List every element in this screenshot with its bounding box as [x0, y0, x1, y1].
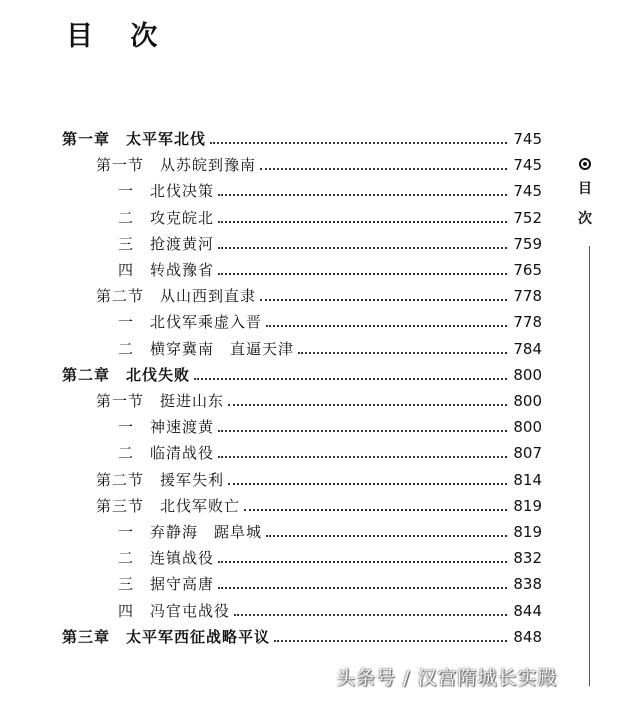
toc-leader [218, 587, 507, 589]
toc-leader [228, 404, 507, 406]
toc-entry-label: 二 临清战役 [118, 444, 215, 463]
toc-entry-label: 第二节 援军失利 [96, 470, 225, 489]
toc-entry-page: 819 [513, 496, 542, 515]
toc-entry[interactable] [96, 283, 542, 309]
toc-entry[interactable] [62, 362, 542, 388]
toc-entry[interactable] [118, 519, 542, 545]
toc-leader [210, 142, 507, 144]
watermark: 头条号 / 汉宫隋城长实殿 [336, 667, 558, 689]
toc-leader [266, 325, 507, 327]
toc-leader [228, 483, 507, 485]
side-tab-char-2: 次 [578, 211, 592, 227]
toc-entry-page: 800 [513, 418, 542, 437]
toc-entry[interactable] [62, 624, 542, 650]
toc-entry[interactable] [118, 336, 542, 362]
toc-entry[interactable] [96, 467, 542, 493]
toc-entry-page: 759 [513, 234, 542, 253]
toc-entry-page: 844 [513, 601, 542, 620]
toc-leader [298, 352, 507, 354]
toc-entry-page: 800 [513, 365, 542, 384]
toc-leader [218, 221, 507, 223]
toc-entry-page: 745 [513, 182, 542, 201]
toc-leader [260, 299, 507, 301]
toc-entry-page: 814 [513, 470, 542, 489]
toc-entry[interactable] [118, 205, 542, 231]
toc-entry-page: 819 [513, 523, 542, 541]
side-tab [574, 158, 596, 234]
toc-entry-label: 第一节 挺进山东 [96, 392, 225, 410]
toc-entry-page: 800 [513, 392, 542, 410]
toc-leader [244, 509, 507, 511]
toc-entry-label: 第一章 太平军北伐 [62, 130, 207, 148]
toc-leader [260, 168, 507, 170]
toc-entry-label: 一 神速渡黄 [118, 418, 215, 437]
bullet-icon [579, 158, 591, 170]
toc-entry-label: 二 连镇战役 [118, 549, 215, 568]
toc-entry-label: 四 冯官屯战役 [118, 601, 231, 620]
toc-entry-page: 848 [513, 627, 542, 646]
toc-entry-label: 一 北伐决策 [118, 182, 215, 201]
toc-entry-label: 二 攻克皖北 [118, 208, 215, 227]
toc-entry-label: 一 弃静海 踞阜城 [118, 523, 263, 541]
toc-leader [218, 456, 507, 458]
toc-entry[interactable] [118, 178, 542, 204]
toc-entry-page: 778 [513, 287, 542, 306]
toc-entry-label: 第二节 从山西到直隶 [96, 287, 257, 306]
toc-leader [234, 614, 507, 616]
toc-leader [274, 640, 507, 642]
toc-entry-label: 第三章 太平军西征战略平议 [62, 627, 271, 646]
toc-entry[interactable] [118, 571, 542, 597]
toc-entry[interactable] [118, 257, 542, 283]
toc-entry-page: 807 [513, 444, 542, 463]
toc-leader [266, 535, 507, 537]
page-title: 目 次 [66, 21, 172, 52]
toc-entry[interactable] [118, 545, 542, 571]
toc-entry-label: 一 北伐军乘虚入晋 [118, 313, 263, 332]
toc-entry-page: 832 [513, 549, 542, 568]
toc-leader [218, 247, 507, 249]
toc-entry[interactable] [96, 493, 542, 519]
toc-entry-label: 第一节 从苏皖到豫南 [96, 156, 257, 175]
toc-entry[interactable] [118, 231, 542, 257]
toc-entry[interactable] [118, 414, 542, 440]
side-rule [589, 246, 590, 686]
toc-entry-page: 778 [513, 313, 542, 332]
toc-leader [218, 430, 507, 432]
toc-entry-label: 第二章 北伐失败 [62, 365, 191, 384]
toc-entry[interactable] [118, 440, 542, 466]
toc-entry-page: 838 [513, 575, 542, 594]
toc-entry-page: 784 [513, 339, 542, 358]
toc-entry[interactable] [118, 309, 542, 335]
toc-entry-label: 二 横穿冀南 直逼天津 [118, 339, 295, 358]
toc-entry[interactable] [96, 388, 542, 414]
toc-entry-label: 三 抢渡黄河 [118, 234, 215, 253]
side-tab-char-1: 目 [578, 181, 592, 197]
toc-entry-label: 第三节 北伐军败亡 [96, 496, 241, 515]
toc-entry-page: 765 [513, 261, 542, 279]
toc-leader [194, 378, 507, 380]
toc-leader [218, 561, 507, 563]
toc-entry-label: 三 据守高唐 [118, 575, 215, 594]
toc-entry-label: 四 转战豫省 [118, 261, 215, 279]
toc-entry[interactable] [118, 598, 542, 624]
toc-leader [218, 194, 507, 196]
toc-entry-page: 745 [513, 130, 542, 148]
toc-entry-page: 745 [513, 156, 542, 175]
toc-entry-page: 752 [513, 208, 542, 227]
toc-leader [218, 273, 507, 275]
toc-entry[interactable] [62, 126, 542, 152]
toc-entry[interactable] [96, 152, 542, 178]
